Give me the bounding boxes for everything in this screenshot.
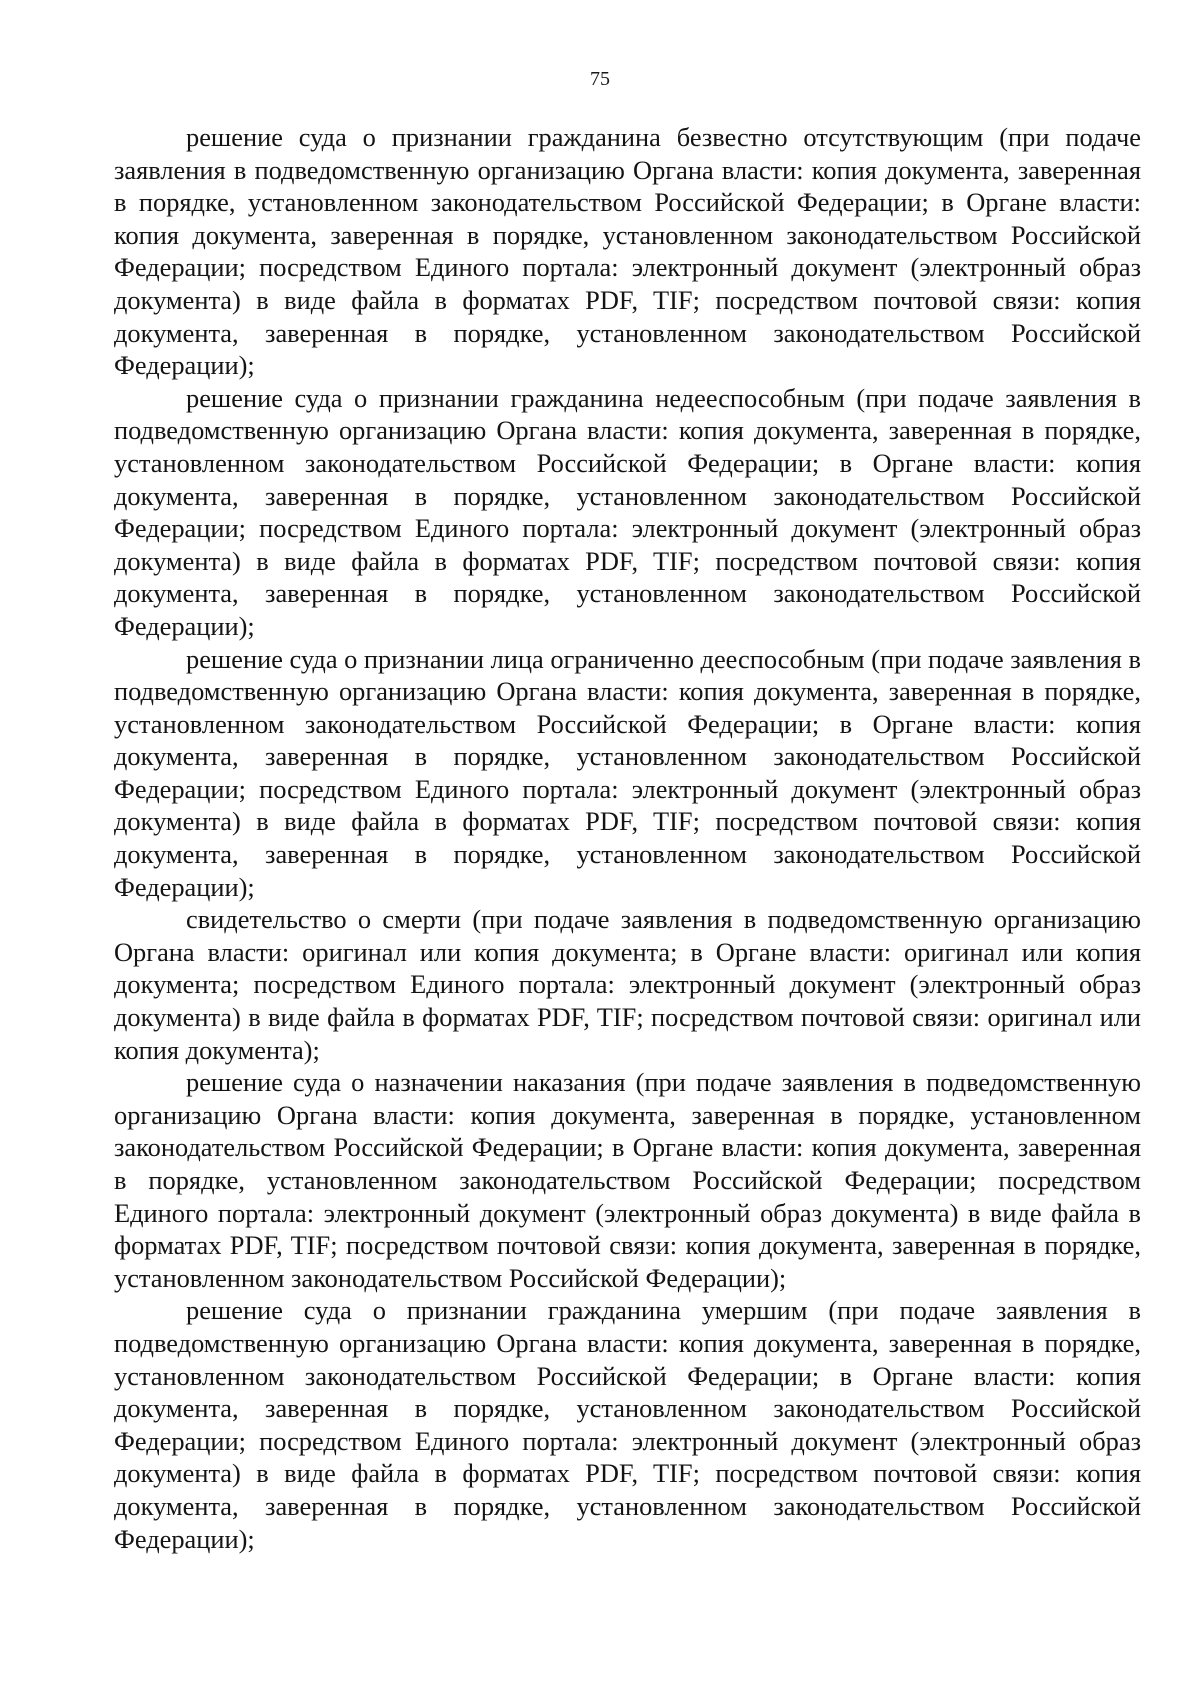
document-body — [114, 121, 1141, 1555]
paragraph-court-decision-sentence: решение суда о назначении наказания (при подаче заявления в подведомственную организацию Органа власти: копия документа, заверенная в порядке, установленном законодательством Российской Федерации; в Органе власти: копия документа, заверенная в порядке, установленном законодательством Российской Федерации; посредством Единого портала: электронный документ (электронный образ документа) в виде файла в форматах PDF, TIF; посредством почтовой связи: копия документа, заверенная в порядке, установленном законодательством Российской Федерации); — [114, 1067, 1141, 1293]
paragraph-court-decision-missing: решение суда о признании гражданина безвестно отсутствующим (при подаче заявления в подведомственную организацию Органа власти: копия документа, заверенная в порядке, установленном законодательством Российской Федерации; в Органе власти: копия документа, заверенная в порядке, установленном законодательством Российской Федерации; посредством Единого портала: электронный документ (электронный образ документа) в виде файла в форматах PDF, TIF; посредством почтовой связи: копия документа, заверенная в порядке, установленном законодательством Российской Федерации); — [114, 122, 1141, 381]
page-number: 75 — [590, 68, 610, 90]
paragraph-court-decision-incapacitated: решение суда о признании гражданина недееспособным (при подаче заявления в подведомственную организацию Органа власти: копия документа, заверенная в порядке, установленном законодательством Российской Федерации; в Органе власти: копия документа, заверенная в порядке, установленном законодательством Российской Федерации; посредством Единого портала: электронный документ (электронный образ документа) в виде файла в форматах PDF, TIF; посредством почтовой связи: копия документа, заверенная в порядке, установленном законодательством Российской Федерации); — [114, 382, 1141, 641]
paragraph-death-certificate: свидетельство о смерти (при подаче заявления в подведомственную организацию Органа власти: оригинал или копия документа; в Органе власти: оригинал или копия документа; посредством Единого портала: электронный документ (электронный образ документа) в виде файла в форматах PDF, TIF; посредством почтовой связи: оригинал или копия документа); — [114, 904, 1141, 1065]
paragraph-court-decision-deceased: решение суда о признании гражданина умершим (при подаче заявления в подведомственную организацию Органа власти: копия документа, заверенная в порядке, установленном законодательством Российской Федерации; в Органе власти: копия документа, заверенная в порядке, установленном законодательством Российской Федерации; посредством Единого портала: электронный документ (электронный образ документа) в виде файла в форматах PDF, TIF; посредством почтовой связи: копия документа, заверенная в порядке, установленном законодательством Российской Федерации); — [114, 1295, 1141, 1554]
paragraph-court-decision-limited-capacity: решение суда о признании лица ограниченно дееспособным (при подаче заявления в подведомственную организацию Органа власти: копия документа, заверенная в порядке, установленном законодательством Российской Федерации; в Органе власти: копия документа, заверенная в порядке, установленном законодательством Российской Федерации; посредством Единого портала: электронный документ (электронный образ документа) в виде файла в форматах PDF, TIF; посредством почтовой связи: копия документа, заверенная в порядке, установленном законодательством Российской Федерации); — [114, 643, 1141, 902]
